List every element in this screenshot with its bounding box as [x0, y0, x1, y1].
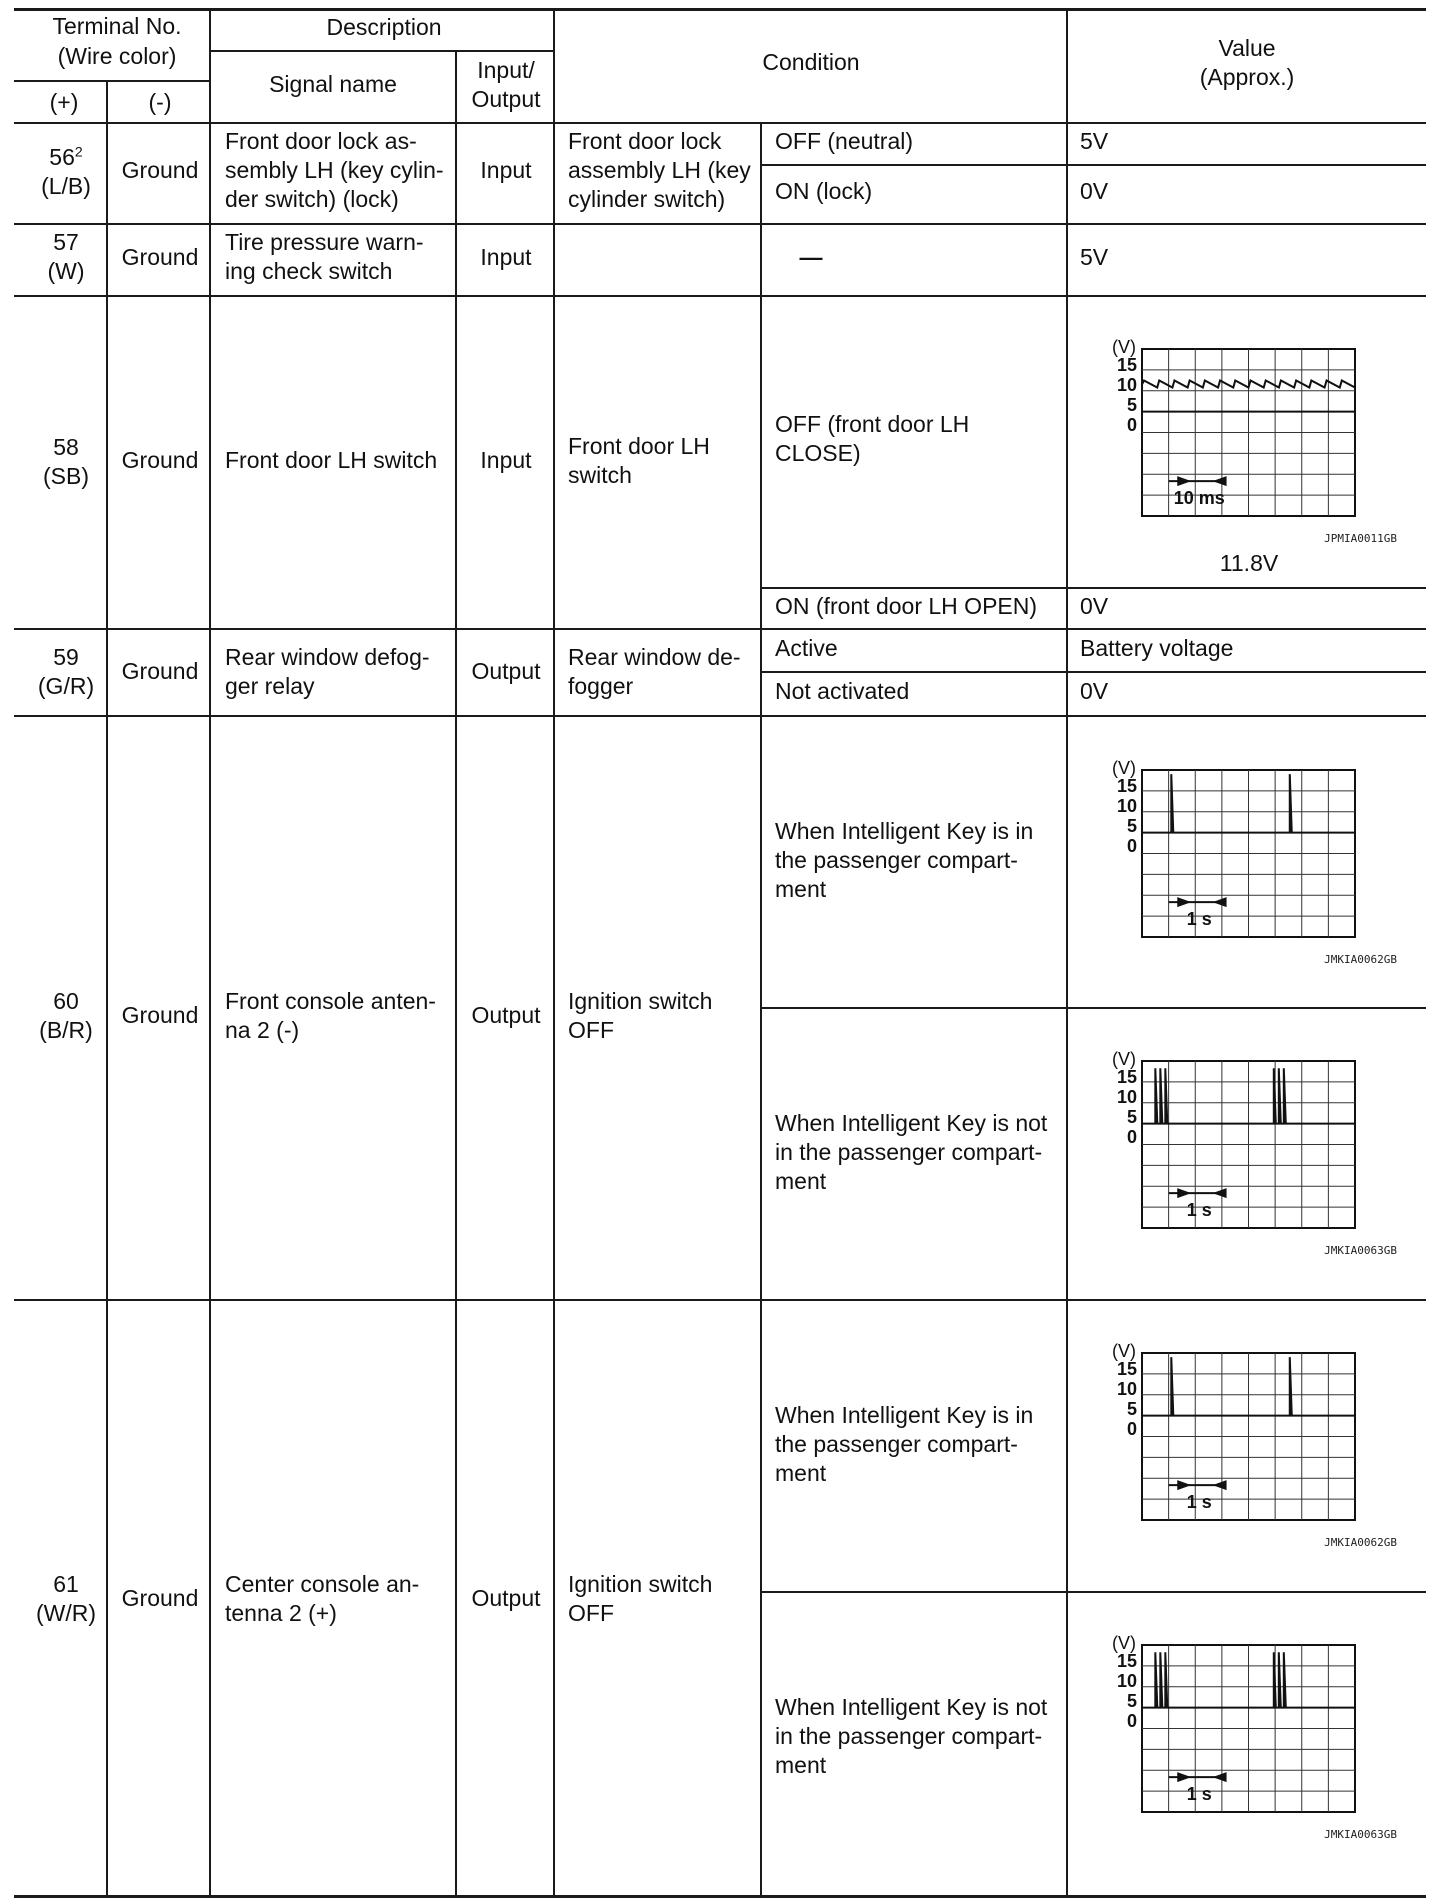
waveform-pulse [1171, 1357, 1173, 1415]
waveform-pulse [1279, 1652, 1281, 1707]
value-text: 5V [1080, 244, 1109, 270]
waveform-pulse [1160, 1068, 1162, 1123]
waveform-pulse [1284, 1068, 1286, 1123]
arrow-right-icon [1177, 897, 1191, 907]
arrow-left-icon [1213, 1480, 1227, 1490]
axis-tick-label: 0 [1126, 1711, 1137, 1731]
arrow-left-icon [1213, 897, 1227, 907]
header-input-output-1: Input/ [477, 57, 535, 83]
axis-unit: (V) [1112, 758, 1136, 778]
minus-terminal: Ground [121, 658, 199, 684]
oscilloscope-graph [1112, 758, 1397, 966]
signal-name-line: Tire pressure warn- [225, 229, 424, 255]
condition-state-line: CLOSE) [775, 440, 861, 466]
figure-code: JMKIA0063GB [1324, 1828, 1397, 1841]
wire-color: (L/B) [41, 173, 91, 199]
value-text: 11.8V [1219, 550, 1279, 576]
condition-state-line: in the passenger compart- [775, 1139, 1043, 1165]
axis-tick-label: 15 [1116, 1359, 1137, 1379]
waveform-pulse [1284, 1652, 1286, 1707]
time-scale-label: 1 s [1186, 1492, 1212, 1513]
condition-state: OFF (neutral) [775, 128, 914, 154]
oscilloscope-graph [1112, 1633, 1397, 1841]
axis-tick-label: 5 [1126, 395, 1137, 415]
waveform-pulse [1290, 1357, 1292, 1415]
condition-state: Not activated [775, 678, 910, 704]
condition-state-line: When Intelligent Key is in [775, 1402, 1034, 1428]
condition-line: Ignition switch [568, 988, 713, 1014]
waveform-pulse [1290, 774, 1292, 832]
condition-line: switch [568, 462, 632, 488]
arrow-left-icon [1213, 1772, 1227, 1782]
condition-line: cylinder switch) [568, 186, 726, 212]
io-type: Output [471, 1002, 541, 1028]
condition-line: assembly LH (key [568, 157, 751, 183]
minus-terminal: Ground [121, 1585, 199, 1611]
wire-color: (SB) [43, 463, 89, 489]
minus-terminal: Ground [121, 447, 199, 473]
condition-state-line: the passenger compart- [775, 1431, 1018, 1457]
axis-tick-label: 0 [1126, 1127, 1137, 1147]
condition-state-line: ment [775, 1168, 827, 1194]
signal-name-line: Rear window defog- [225, 644, 430, 670]
signal-name-line: sembly LH (key cylin- [225, 157, 444, 183]
figure-code: JMKIA0063GB [1324, 1244, 1397, 1257]
axis-tick-label: 15 [1116, 355, 1137, 375]
header-condition: Condition [762, 49, 860, 75]
condition-state-line: When Intelligent Key is in [775, 818, 1034, 844]
axis-tick-label: 5 [1126, 816, 1137, 836]
signal-name-line: tenna 2 (+) [225, 1600, 337, 1626]
value-text: 0V [1080, 678, 1109, 704]
waveform-pulse [1155, 1652, 1157, 1707]
header-description: Description [326, 14, 442, 40]
axis-tick-label: 5 [1126, 1399, 1137, 1419]
axis-unit: (V) [1112, 1049, 1136, 1069]
signal-name-line: der switch) (lock) [225, 186, 399, 212]
time-scale-label: 10 ms [1173, 488, 1225, 509]
condition-dash: — [799, 244, 823, 270]
signal-name-line: Front door LH switch [225, 447, 438, 473]
wire-color: (G/R) [37, 673, 95, 699]
condition-line: fogger [568, 673, 634, 699]
condition-state: ON (front door LH OPEN) [775, 593, 1038, 619]
value-text: Battery voltage [1080, 635, 1234, 661]
header-value-1: Value [1218, 35, 1276, 61]
terminal-number: $56^2$ [49, 143, 83, 170]
header-plus: (+) [49, 89, 79, 115]
condition-state-line: ment [775, 1752, 827, 1778]
axis-tick-label: 15 [1116, 776, 1137, 796]
condition-state-line: ment [775, 1460, 827, 1486]
axis-tick-label: 10 [1116, 1671, 1137, 1691]
axis-tick-label: 15 [1116, 1651, 1137, 1671]
value-text: 5V [1080, 128, 1109, 154]
axis-tick-label: 15 [1116, 1067, 1137, 1087]
figure-code: JPMIA0011GB [1324, 532, 1397, 545]
signal-name-line: ger relay [225, 673, 315, 699]
condition-state-line: the passenger compart- [775, 847, 1018, 873]
io-type: Output [471, 658, 541, 684]
arrow-left-icon [1213, 1188, 1227, 1198]
terminal-number: 60 [53, 988, 79, 1014]
arrow-right-icon [1177, 1772, 1191, 1782]
condition-line: Rear window de- [568, 644, 741, 670]
waveform-pulse [1279, 1068, 1281, 1123]
waveform-pulse [1165, 1068, 1167, 1123]
arrow-left-icon [1213, 476, 1227, 486]
waveform-pulse [1160, 1652, 1162, 1707]
header-value-2: (Approx.) [1199, 64, 1295, 90]
condition-state-line: in the passenger compart- [775, 1723, 1043, 1749]
header-signal-name: Signal name [269, 71, 397, 97]
oscilloscope-graph [1112, 1049, 1397, 1257]
minus-terminal: Ground [121, 157, 199, 183]
figure-code: JMKIA0062GB [1324, 953, 1397, 966]
condition-state-line: When Intelligent Key is not [775, 1110, 1048, 1136]
wire-color: (W/R) [35, 1600, 97, 1626]
io-type: Input [480, 157, 532, 183]
waveform-pulse [1165, 1652, 1167, 1707]
condition-line: Front door LH [568, 433, 710, 459]
time-scale-label: 1 s [1186, 909, 1212, 930]
wire-color: (W) [47, 258, 85, 284]
axis-tick-label: 10 [1116, 375, 1137, 395]
header-input-output-2: Output [471, 86, 541, 112]
condition-line: Ignition switch [568, 1571, 713, 1597]
terminal-number: 59 [53, 644, 79, 670]
value-text: 0V [1080, 178, 1109, 204]
signal-name-line: ing check switch [225, 258, 393, 284]
axis-unit: (V) [1112, 1341, 1136, 1361]
waveform-pulse [1171, 774, 1173, 832]
figure-code: JMKIA0062GB [1324, 1536, 1397, 1549]
signal-name-line: Front door lock as- [225, 128, 417, 154]
axis-tick-label: 5 [1126, 1691, 1137, 1711]
io-type: Output [471, 1585, 541, 1611]
axis-unit: (V) [1112, 1633, 1136, 1653]
wire-color: (B/R) [39, 1017, 93, 1043]
header-terminal-no: Terminal No. [52, 13, 182, 39]
header-minus: (-) [148, 89, 172, 115]
io-type: Input [480, 244, 532, 270]
axis-unit: (V) [1112, 337, 1136, 357]
minus-terminal: Ground [121, 1002, 199, 1028]
terminal-number: 58 [53, 434, 79, 460]
condition-state-line: When Intelligent Key is not [775, 1694, 1048, 1720]
minus-terminal: Ground [121, 244, 199, 270]
axis-tick-label: 0 [1126, 415, 1137, 435]
oscilloscope-graph [1112, 1341, 1397, 1549]
axis-tick-label: 10 [1116, 796, 1137, 816]
condition-state-line: OFF (front door LH [775, 411, 970, 437]
axis-tick-label: 0 [1126, 836, 1137, 856]
signal-name-line: na 2 (-) [225, 1017, 300, 1043]
io-type: Input [480, 447, 532, 473]
condition-line: OFF [568, 1600, 614, 1626]
value-text: 0V [1080, 593, 1109, 619]
time-scale-label: 1 s [1186, 1200, 1212, 1221]
signal-name-line: Center console an- [225, 1571, 420, 1597]
terminal-number: 57 [53, 229, 79, 255]
axis-tick-label: 0 [1126, 1419, 1137, 1439]
axis-tick-label: 10 [1116, 1087, 1137, 1107]
oscilloscope-graph [1112, 337, 1397, 545]
terminal-number: 61 [53, 1571, 79, 1597]
axis-tick-label: 5 [1126, 1107, 1137, 1127]
condition-state-line: ment [775, 876, 827, 902]
signal-name-line: Front console anten- [225, 988, 436, 1014]
header-wire-color: (Wire color) [57, 43, 177, 69]
arrow-right-icon [1177, 476, 1191, 486]
condition-line: OFF [568, 1017, 614, 1043]
condition-state: ON (lock) [775, 178, 873, 204]
time-scale-label: 1 s [1186, 1784, 1212, 1805]
condition-line: Front door lock [568, 128, 722, 154]
arrow-right-icon [1177, 1188, 1191, 1198]
condition-state: Active [775, 635, 838, 661]
waveform-pulse [1155, 1068, 1157, 1123]
axis-tick-label: 10 [1116, 1379, 1137, 1399]
arrow-right-icon [1177, 1480, 1191, 1490]
